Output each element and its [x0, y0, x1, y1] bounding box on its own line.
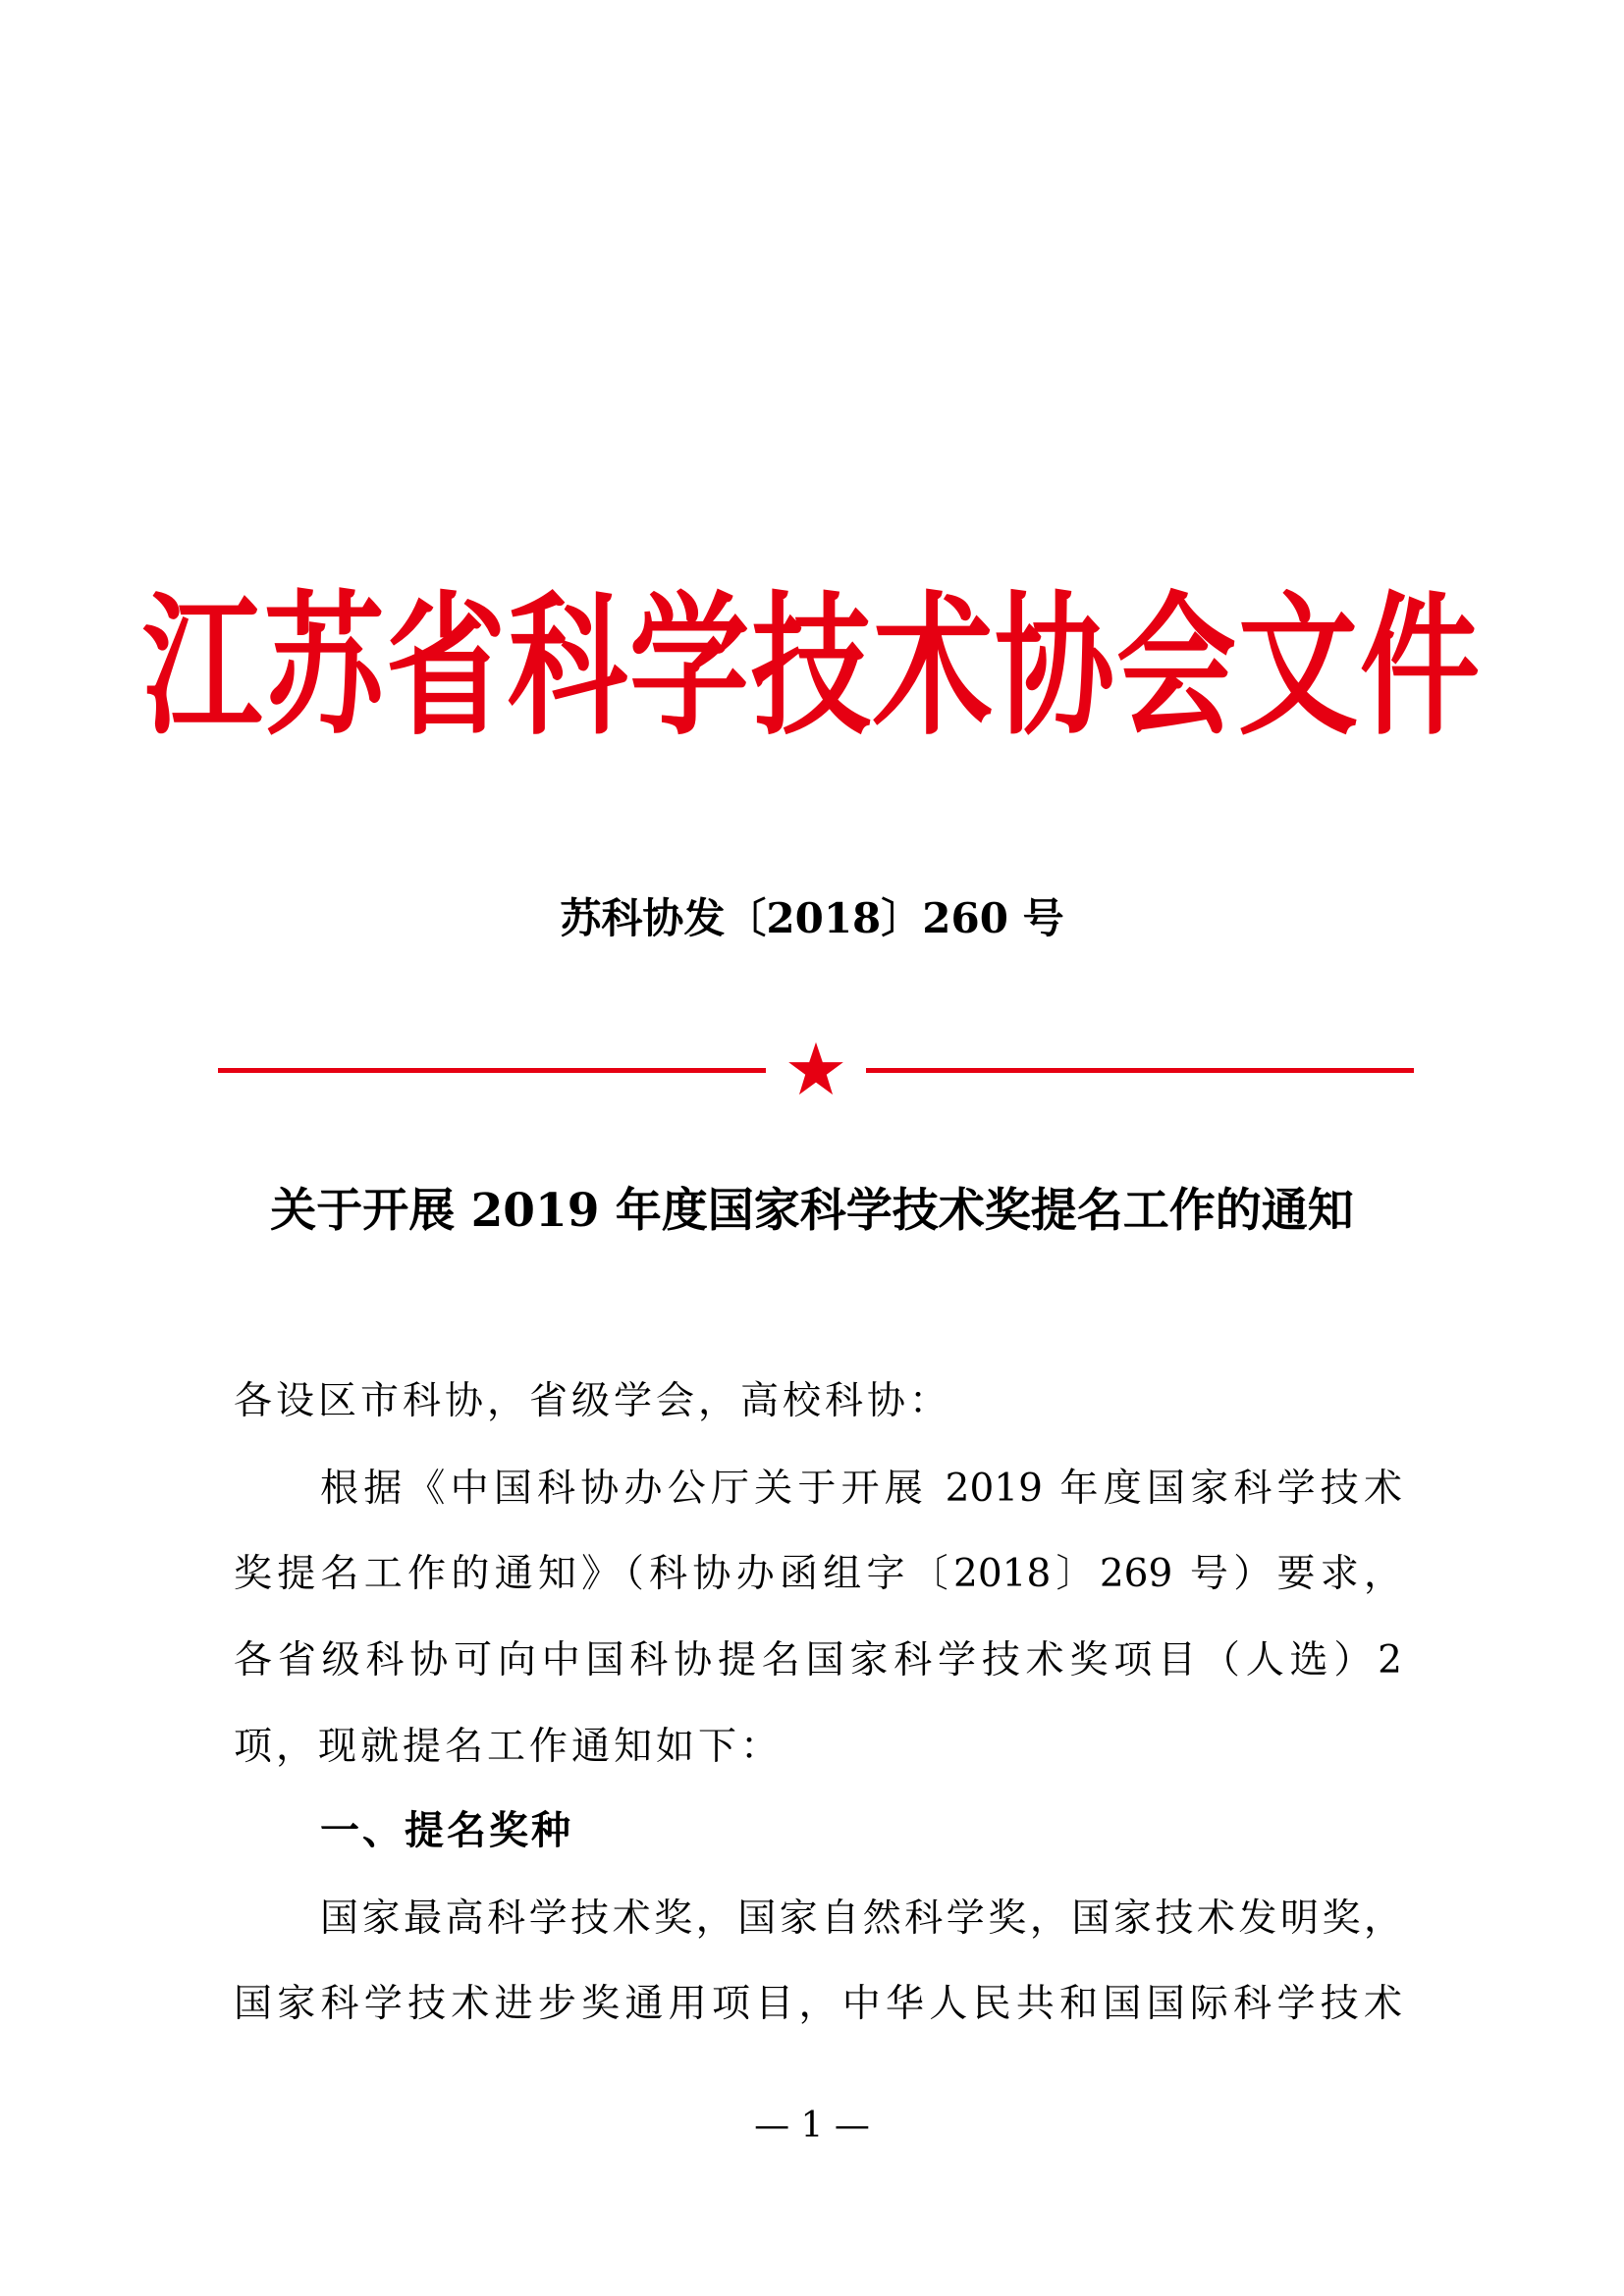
notice-title: 关于开展 2019 年度国家科学技术奖提名工作的通知 — [270, 1184, 1354, 1238]
paragraph-line: 各省级科协可向中国科协提名国家科学技术奖项目（人选）2 — [234, 1638, 1402, 1682]
red-divider — [218, 1041, 1414, 1099]
red-star-icon — [787, 1041, 844, 1097]
page-number: — 1 — — [754, 2106, 870, 2146]
paragraph-line: 奖提名工作的通知》（科协办函组字〔2018〕269 号）要求， — [234, 1552, 1402, 1596]
paragraph-line: 国家最高科学技术奖，国家自然科学奖，国家技术发明奖， — [320, 1896, 1402, 1941]
paragraph-line: 项，现就提名工作通知如下： — [234, 1725, 784, 1769]
section-heading: 一、提名奖种 — [320, 1808, 573, 1853]
document-number: 苏科协发〔2018〕260 号 — [560, 894, 1064, 942]
paragraph-line: 国家科学技术进步奖通用项目，中华人民共和国国际科学技术 — [234, 1982, 1402, 2026]
salutation: 各设区市科协，省级学会，高校科协： — [234, 1379, 952, 1423]
issuer-title: 江苏省科学技术协会文件 — [142, 574, 1482, 757]
paragraph-line: 根据《中国科协办公厅关于开展 2019 年度国家科学技术 — [320, 1467, 1402, 1511]
divider-line-right — [866, 1068, 1414, 1073]
divider-line-left — [218, 1068, 766, 1073]
